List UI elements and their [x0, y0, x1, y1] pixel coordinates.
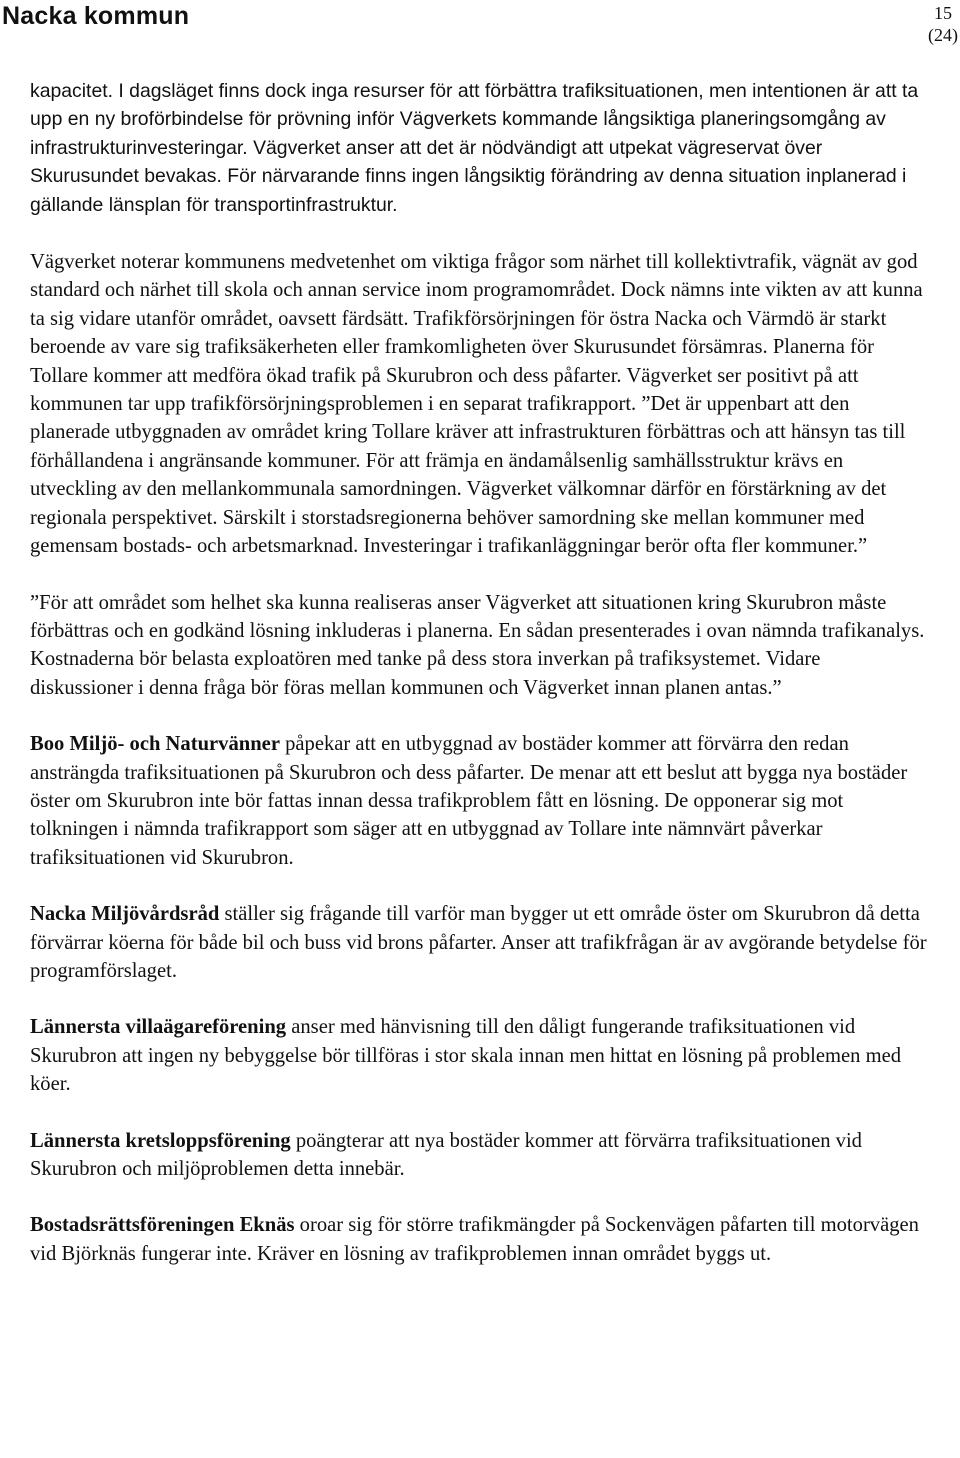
paragraph-text: I dagsläget finns dock inga resurser för att förbättra trafiksituationen, men intentionen är att ta upp en ny broförbindelse för prövning inför Vägverkets kommande långsiktiga planeringsomgång av infrastrukturinvesteringar. Vägverket anser att det är nödvändigt att utpekat vägreservat över Skurusundet bevakas. För närvarande finns ingen långsiktig förändring av denna situation inplanerad i gällande länsplan för transportinfrastruktur.	[30, 80, 919, 216]
paragraph-text: kapacitet.	[30, 80, 119, 102]
organization-name: Nacka kommun	[2, 2, 190, 30]
paragraph-lannersta-villaagare	[30, 1013, 928, 1098]
paragraph-vagverket-capacity	[30, 77, 928, 219]
organization-label: Nacka Miljövårdsråd	[30, 903, 220, 926]
paragraph-vagverket-notes	[30, 248, 928, 560]
paragraph-text: anser med hänvisning till den dåligt fungerande trafiksituationen vid Skurubron att ingen ny bebyggelse bör tillföras i stor skala innan men hittat en lösning på problemen med köer.	[30, 1016, 902, 1096]
paragraph-vagverket-quote	[30, 589, 928, 703]
page-number: 15	[934, 3, 952, 23]
paragraph-text: ställer sig frågande till varför man bygger ut ett område öster om Skurubron då detta förvärrar köerna för både bil och buss vid brons påfarter. Anser att trafikfrågan är av avgörande betydelse för programförslaget.	[30, 903, 927, 982]
paragraph-lannersta-kretslopp	[30, 1127, 928, 1184]
document-body	[30, 77, 928, 1296]
organization-label: Lännersta villaägareförening	[30, 1016, 287, 1039]
paragraph-text: oroar sig för större trafikmängder på Sockenvägen påfarten till motorvägen vid Björknäs fungerar inte. Kräver en lösning av trafikproblemen innan området byggs ut.	[30, 1214, 919, 1265]
page-header	[0, 0, 960, 44]
page-number-block	[928, 2, 958, 46]
paragraph-text: ”För att området som helhet ska kunna realiseras anser Vägverket att situationen kring Skurubron måste förbättras och en godkänd lösning inkluderas i planerna. En sådan presenterades i ovan nämnda trafikanalys. Kostnaderna bör belasta exploatören med tanke på dess stora inverkan på trafiksystemet. Vidare diskussioner i denna fråga bör föras mellan kommunen och Vägverket innan planen antas.”	[30, 591, 925, 699]
paragraph-text: Vägverket noterar kommunens medvetenhet om viktiga frågor som närhet till kollektivtrafik, vägnät av god standard och närhet till skola och annan service inom programområdet. Dock nämns inte vikten av att kunna ta sig vidare utanför området, oavsett färdsätt. Trafikförsörjningen för östra Nacka och Värmdö är starkt beroende av vare sig trafiksäkerheten eller framkomligheten över Skurusundet försämras. Planerna för Tollare kommer att medföra ökad trafik på Skurubron och dess påfarter. Vägverket ser positivt på att kommunen tar upp trafikförsörjningsproblemen i en separat trafikrapport. ”Det är uppenbart att den planerade utbyggnaden av området kring Tollare kräver att infrastrukturen förbättras och att hänsyn tas till förhållandena i angränsande kommuner. För att främja en ändamålsenlig samhällsstruktur krävs en utveckling av den mellankommunala samordningen. Vägverket välkomnar därför en förstärkning av det regionala perspektivet. Särskilt i storstadsregionerna behöver samordning ske mellan kommuner med gemensam bostads- och arbetsmarknad. Investeringar i trafikanläggningar berör ofta fler kommuner.”	[30, 251, 923, 558]
organization-label: Boo Miljö- och Naturvänner	[30, 733, 280, 756]
paragraph-boo-miljo	[30, 730, 928, 872]
organization-label: Bostadsrättsföreningen Eknäs	[30, 1214, 295, 1237]
paragraph-brf-eknas	[30, 1211, 928, 1268]
page-total: (24)	[928, 25, 958, 45]
paragraph-text: påpekar att en utbyggnad av bostäder kommer att förvärra den redan ansträngda trafiksituationen på Skurubron och dess påfarter. De menar att ett beslut att bygga nya bostäder öster om Skurubron inte bör fattas innan dessa trafikproblem fått en lösning. De opponerar sig mot tolkningen i nämnda trafikrapport som säger att en utbyggnad av Tollare inte nämnvärt påverkar trafiksituationen vid Skurubron.	[30, 733, 908, 869]
paragraph-nacka-miljovardsrad	[30, 900, 928, 985]
paragraph-text: poängterar att nya bostäder kommer att förvärra trafiksituationen vid Skurubron och miljöproblemen detta innebär.	[30, 1129, 862, 1180]
organization-label: Lännersta kretsloppsförening	[30, 1129, 291, 1152]
